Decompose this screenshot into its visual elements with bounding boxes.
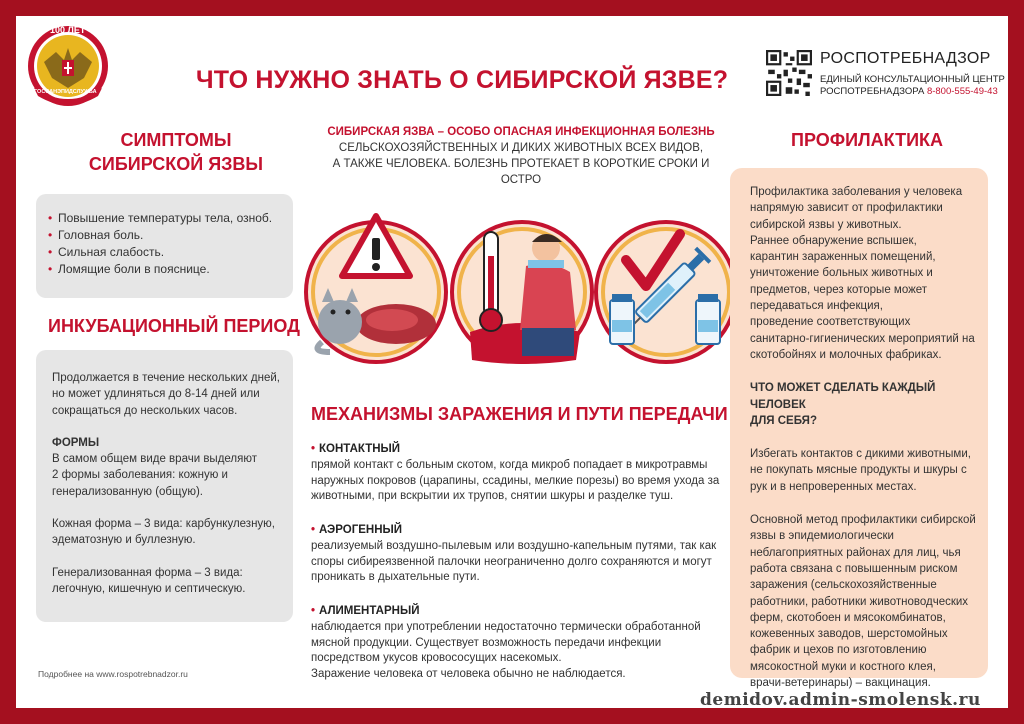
symptoms-title-line1: СИМПТОМЫ [120,130,232,150]
prevention-text [750,184,988,691]
mechanism-line: Заражение человека от человека обычно не наблюдается. [311,668,626,681]
prevention-line: язвы в эпидемиологически [750,530,894,543]
prevention-line: работники, работники животноводческих [750,595,969,608]
mechanism-contact-head: КОНТАКТНЫЙ [319,443,401,455]
incubation-line: В самом общем виде врачи выделяют [52,453,257,466]
incubation-box [36,350,293,622]
prevention-line: скотобойнях и молочных фабриках. [750,348,942,361]
sick-person-icon [452,222,592,364]
symptoms-list [48,210,272,278]
prevention-line: Основной метод профилактики сибирской [750,514,976,527]
intro-line: СЕЛЬСКОХОЗЯЙСТВЕННЫХ И ДИКИХ ЖИВОТНЫХ ВСЕХ ВИДОВ, [338,142,704,154]
prevention-line: проведение соответствующих [750,316,911,329]
mechanism-aero: • АЭРОГЕННЫЙ реализуемый воздушно-пылевым или воздушно-капельным путями, так как споры сибиреязвенной палочки неограниченно долго сохраняются и могут проникать в дыхательные пути. [311,523,721,586]
prevention-line: санитарно-гигиенических мероприятий на [750,332,975,345]
mechanism-line: наблюдается при употреблении недостаточно термически обработанной [311,620,701,633]
prevention-line: заражения (сельскохозяйственные [750,579,937,592]
qr-code-icon [766,50,812,96]
symptoms-title [66,128,286,176]
org-block [766,48,1006,108]
org-sub-line2: РОСПОТРЕБНАДЗОРА [820,86,925,97]
list-item: • Сильная слабость. [48,244,272,261]
incubation-line: Продолжается в течение нескольких дней, [52,372,280,384]
mechanism-alimentary: • АЛИМЕНТАРНЫЙ наблюдается при употреблении недостаточно термически обработанной мясной продукции. Существует возможность передачи инфекции посредством укусов кровососущих насекомых. Заражение человека от человека обычно не наблюдается. [311,604,721,683]
illustrations [300,202,740,382]
prevention-question: ДЛЯ СЕБЯ? [750,414,817,427]
mechanism-line: животными, при вскрытии их трупов, снятии шкуры и разделке туш. [311,490,674,503]
watermark: demidov.admin-smolensk.ru [700,690,981,710]
intro-line: А ТАКЖЕ ЧЕЛОВЕКА. БОЛЕЗНЬ ПРОТЕКАЕТ В КОРОТКИЕ СРОКИ И ОСТРО [332,158,710,186]
incubation-line: но может удлиняться до 8-14 дней или [52,388,260,401]
prevention-box [730,168,988,690]
prevention-line: уничтожение больных животных и [750,267,933,280]
mechanism-alim-head: АЛИМЕНТАРНЫЙ [319,605,420,617]
incubation-line: легочную, кишечную и септическую. [52,582,246,595]
org-sub-line1: ЕДИНЫЙ КОНСУЛЬТАЦИОННЫЙ ЦЕНТР [820,74,1005,85]
prevention-question: ЧТО МОЖЕТ СДЕЛАТЬ КАЖДЫЙ ЧЕЛОВЕК [750,382,936,411]
prevention-line: неблагоприятных районах для лиц, чья [750,546,961,559]
emblem-ribbon: ГОССАНЭПИДСЛУЖБА [34,89,97,95]
vaccine-syringe-icon [596,222,736,362]
emblem-label: 100 ЛЕТ [50,25,86,35]
mechanism-contact: • КОНТАКТНЫЙ прямой контакт с больным скотом, когда микроб попадает в микротравмы наружных покровов (царапины, ссадины, мелкие порезы) во время ухода за животными, при вскрытии их трупов, снятии шкуры и разделке туш. [311,442,721,505]
incubation-title: ИНКУБАЦИОННЫЙ ПЕРИОД [48,316,300,336]
prevention-line: Раннее обнаружение вспышек, [750,234,917,247]
warning-cat-icon [306,216,446,362]
symptoms-title-line2: СИБИРСКОЙ ЯЗВЫ [88,154,264,174]
prevention-line: фабрик и цехов по изготовлению [750,644,927,657]
prevention-line: врачи-ветеринары) – вакцинация. [750,677,931,690]
prevention-line: предметов, через которые может [750,283,928,296]
mechanism-line: прямой контакт с больным скотом, когда микроб попадает в микротравмы [311,458,708,471]
prevention-line: кожевенных заводов, шерстомойных [750,628,948,641]
mechanism-line: проникать в дыхательные пути. [311,571,480,584]
mechanism-line: наружных покровов (царапины, ссадины, мелкие порезы) во время ухода за [311,474,720,487]
intro-text [321,124,721,188]
prevention-line: напрямую зависит от профилактики [750,202,943,215]
mechanisms-title: МЕХАНИЗМЫ ЗАРАЖЕНИЯ И ПУТИ ПЕРЕДАЧИ [311,404,728,424]
list-item: • Повышение температуры тела, озноб. [48,210,272,227]
prevention-line: передаваться инфекция, [750,300,883,313]
incubation-line: сокращаться до нескольких часов. [52,404,238,417]
incubation-line: генерализованную (общую). [52,485,203,498]
incubation-text [52,370,280,597]
prevention-line: не покупать мясные продукты и шкуры с [750,464,967,477]
prevention-line: сибирской язвы у животных. [750,218,902,231]
incubation-line: Кожная форма – 3 вида: карбункулезную, [52,518,276,531]
org-name: РОСПОТРЕБНАДЗОР [820,50,991,67]
intro-line-highlight: СИБИРСКАЯ ЯЗВА – ОСОБО ОПАСНАЯ ИНФЕКЦИОННАЯ БОЛЕЗНЬ [327,126,715,138]
incubation-line: 2 формы заболевания: кожную и [52,469,228,482]
org-sub [820,74,1005,98]
prevention-line: рук и в непроверенных местах. [750,480,917,493]
prevention-line: мясокостной муки и костного клея, [750,660,936,673]
incubation-line: Генерализованная форма – 3 вида: [52,566,243,579]
prevention-line: карантин зараженных помещений, [750,251,936,264]
footer-link[interactable]: Подробнее на www.rospotrebnadzor.ru [38,669,188,679]
prevention-line: Избегать контактов с дикими животными, [750,448,971,461]
prevention-line: работа связана с повышенным риском [750,562,958,575]
emblem-icon [24,22,112,110]
poster-sheet [16,16,1008,708]
hotline-phone: 8-800-555-49-43 [926,86,998,97]
list-item: • Ломящие боли в пояснице. [48,261,272,278]
mechanism-aero-head: АЭРОГЕННЫЙ [319,524,403,536]
page-title: ЧТО НУЖНО ЗНАТЬ О СИБИРСКОЙ ЯЗВЕ? [196,66,729,94]
prevention-line: ферм, скотобоен и мясокомбинатов, [750,611,946,624]
mechanism-line: споры сибиреязвенной палочки неограниченно долго сохраняются и могут [311,555,712,568]
prevention-title: ПРОФИЛАКТИКА [791,130,943,150]
incubation-line: эдематозную и буллезную. [52,534,196,547]
mechanism-line: мясной продукции. Существует возможность передачи инфекции [311,636,662,649]
list-item: • Головная боль. [48,227,272,244]
symptoms-box [36,194,293,298]
prevention-line: Профилактика заболевания у человека [750,186,963,198]
mechanism-line: посредством укусов кровососущих насекомых. [311,652,562,665]
forms-title: ФОРМЫ [52,436,100,449]
mechanism-line: реализуемый воздушно-пылевым или воздушно-капельным путями, так как [311,539,717,552]
